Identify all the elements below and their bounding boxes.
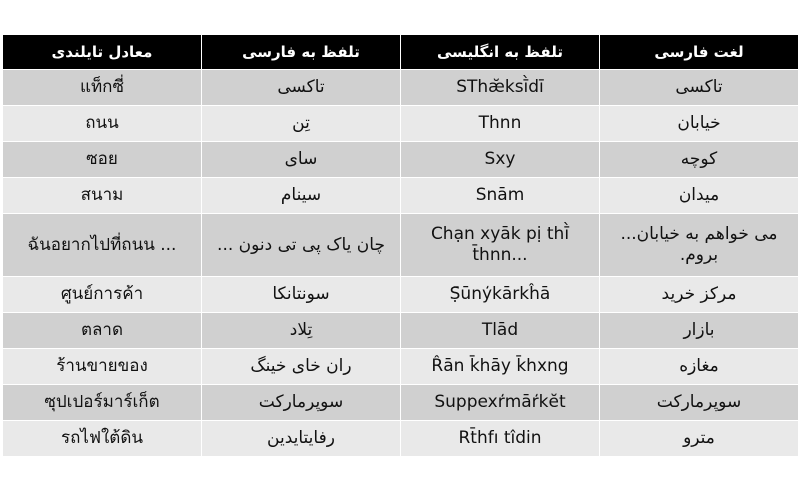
persian-word-cell: کوچه [600, 142, 799, 178]
table-row [3, 277, 799, 313]
table-row [3, 142, 799, 178]
persian-word-cell: میدان [600, 178, 799, 214]
persian-pronunciation-cell: سونتانکا [202, 277, 401, 313]
header-english-pronunciation: تلفظ به انگلیسی [401, 35, 600, 70]
persian-pronunciation-cell: سای [202, 142, 401, 178]
table-row [3, 349, 799, 385]
persian-pronunciation-cell: رفایتایدین [202, 421, 401, 457]
english-pronunciation-cell: SThæ̆ksī̀dī [401, 70, 600, 106]
persian-pronunciation-cell: چان یاک پی تی دنون ... [202, 214, 401, 277]
thai-cell: ถนน [3, 106, 202, 142]
vocabulary-table [2, 34, 799, 457]
table-row [3, 70, 799, 106]
thai-cell: แท็กซี่ [3, 70, 202, 106]
persian-pronunciation-cell: تاکسی [202, 70, 401, 106]
table-row [3, 214, 799, 277]
persian-word-cell: می خواهم به خیابان... بروم. [600, 214, 799, 277]
header-row [3, 35, 799, 70]
persian-pronunciation-cell: سینام [202, 178, 401, 214]
persian-pronunciation-cell: تِلاد [202, 313, 401, 349]
header-thai-equivalent: معادل تایلندی [3, 35, 202, 70]
table-row [3, 385, 799, 421]
persian-word-cell: مرکز خرید [600, 277, 799, 313]
thai-cell: รถไฟใต้ดิน [3, 421, 202, 457]
english-pronunciation-cell: Ṣ̄ūny̒kārkĥā [401, 277, 600, 313]
persian-word-cell: مغازه [600, 349, 799, 385]
thai-cell: ฉันอยากไปที่ถนน ... [3, 214, 202, 277]
english-pronunciation-cell: Chạn xyāk pị thī̀ t̄hnn... [401, 214, 600, 277]
persian-word-cell: مترو [600, 421, 799, 457]
table-row [3, 313, 799, 349]
english-pronunciation-cell: Suppexr̒mār̒kĕt [401, 385, 600, 421]
table-row [3, 178, 799, 214]
persian-word-cell: خیابان [600, 106, 799, 142]
english-pronunciation-cell: Tlād [401, 313, 600, 349]
english-pronunciation-cell: Thnn [401, 106, 600, 142]
table-body [3, 70, 799, 457]
persian-pronunciation-cell: سوپرمارکت [202, 385, 401, 421]
english-pronunciation-cell: Snām [401, 178, 600, 214]
thai-cell: ตลาด [3, 313, 202, 349]
table-header [3, 35, 799, 70]
english-pronunciation-cell: R̂ān k̄hāy k̄hxng [401, 349, 600, 385]
thai-cell: สนาม [3, 178, 202, 214]
english-pronunciation-cell: Sxy [401, 142, 600, 178]
persian-pronunciation-cell: ران خای خینگ [202, 349, 401, 385]
thai-cell: ศูนย์การค้า [3, 277, 202, 313]
header-persian-pronunciation: تلفظ به فارسی [202, 35, 401, 70]
english-pronunciation-cell: Rt̄hfı tı̂din [401, 421, 600, 457]
persian-word-cell: تاکسی [600, 70, 799, 106]
persian-word-cell: بازار [600, 313, 799, 349]
thai-cell: ร้านขายของ [3, 349, 202, 385]
table-row [3, 421, 799, 457]
persian-pronunciation-cell: تِن [202, 106, 401, 142]
header-persian-word: لغت فارسی [600, 35, 799, 70]
persian-word-cell: سوپرمارکت [600, 385, 799, 421]
thai-cell: ซุปเปอร์มาร์เก็ต [3, 385, 202, 421]
thai-cell: ซอย [3, 142, 202, 178]
table-row [3, 106, 799, 142]
